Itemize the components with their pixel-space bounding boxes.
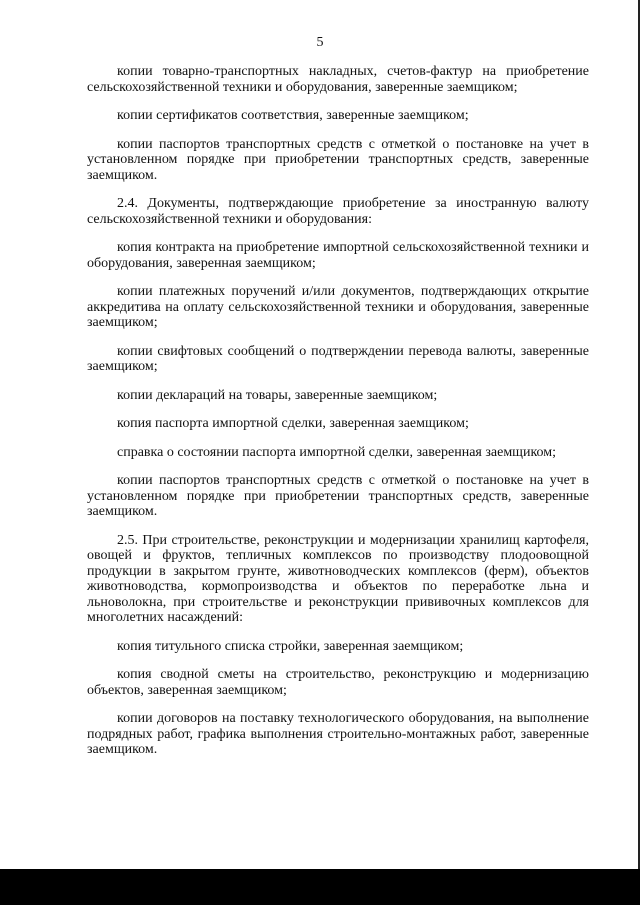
page-number: 5	[316, 35, 324, 50]
paragraph-import-passport: копия паспорта импортной сделки, заверенная заемщиком;	[117, 416, 469, 431]
scan-bottom-border	[0, 869, 640, 905]
document-body	[87, 64, 589, 771]
paragraph-title-list: копия титульного списка стройки, заверенная заемщиком;	[117, 638, 464, 654]
paragraph-contract-copy: копия контракта на приобретение импортной сельскохозяйственной техники и оборудования, заверенная заемщиком;	[87, 240, 589, 271]
paragraph-summary-estimate: копия сводной сметы на строительство, реконструкцию и модернизацию объектов, заверенная заемщиком;	[87, 667, 589, 698]
paragraph-vehicle-passports: копии паспортов транспортных средств с отметкой о постановке на учет в установленном порядке при приобретении транспортных средств, заверенные заемщиком.	[87, 136, 589, 183]
paragraph-contracts: копии договоров на поставку технологического оборудования, на выполнение подрядных работ, графика выполнения строительно-монтажных работ, заверенные заемщиком.	[87, 711, 589, 757]
paragraph-section-2-4: 2.4. Документы, подтверждающие приобретение за иностранную валюту сельскохозяйственной техники и оборудования:	[87, 196, 589, 227]
paragraph-declarations: копии деклараций на товары, заверенные заемщиком;	[117, 387, 438, 403]
paragraph-import-passport-status: справка о состоянии паспорта импортной сделки, заверенная заемщиком;	[117, 444, 557, 460]
paragraph-certificates: копии сертификатов соответствия, заверенные заемщиком;	[117, 108, 469, 123]
paragraph-section-2-5: 2.5. При строительстве, реконструкции и модернизации хранилищ картофеля, овощей и фруктов, тепличных комплексов по производству плодоовощной продукции в закрытом грунте, животноводческих комплексов (ферм), объектов животноводства, кормопроизводства и объектов по переработке льна и льноволокна, при строительстве и реконструкции прививочных комплексов для многолетних насаждений:	[87, 532, 589, 625]
paragraph-swift-messages: копии свифтовых сообщений о подтверждении перевода валюты, заверенные заемщиком;	[87, 343, 589, 374]
paragraph-vehicle-passports-2: копии паспортов транспортных средств с отметкой о постановке на учет в установленном порядке при приобретении транспортных средств, заверенные заемщиком.	[87, 473, 589, 519]
paragraph-invoices: копии товарно-транспортных накладных, счетов-фактур на приобретение сельскохозяйственной техники и оборудования, заверенные заемщиком;	[87, 64, 589, 95]
paragraph-payment-orders: копии платежных поручений и/или документов, подтверждающих открытие аккредитива на оплату сельскохозяйственной техники и оборудования, заверенные заемщиком;	[87, 284, 589, 330]
